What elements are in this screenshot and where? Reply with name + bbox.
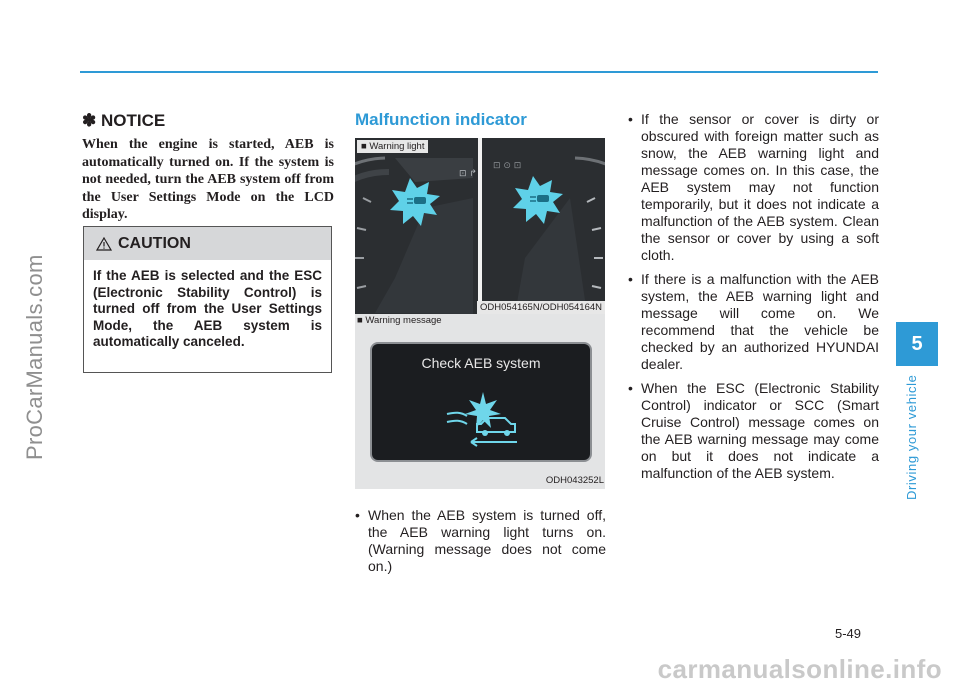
bullet-icon: • [628, 380, 633, 396]
notice-body: When the engine is started, AEB is automatically turned on. If the system is not needed, turn the AEB system off from the User Settings Mode on the LCD display. [82, 137, 334, 222]
warning-message-figure-code: ODH043252L [545, 475, 604, 486]
notice-heading: ✽ NOTICE [82, 111, 166, 130]
aeb-collision-icon [441, 390, 521, 450]
list-item [355, 507, 606, 575]
chapter-tab: 5 [896, 322, 938, 366]
warning-message-figure [355, 314, 605, 489]
warning-triangle-icon [96, 237, 112, 251]
list-item [628, 380, 879, 482]
malfunction-heading: Malfunction indicator [355, 110, 527, 129]
right-bullet-list [628, 111, 879, 489]
lcd-screen [372, 344, 590, 460]
warning-light-figure-code: ODH054165N/ODH054164N [477, 301, 605, 314]
caution-body: If the AEB is selected and the ESC (Electronic Stability Control) is turned off from the User Settings Mode, the AEB system is automatically canceled. [93, 268, 322, 349]
list-item [628, 271, 879, 373]
bullet-icon: • [628, 111, 633, 127]
list-item [628, 111, 879, 264]
caution-header [84, 227, 331, 260]
header-rule [80, 71, 878, 73]
lcd-message-text: Check AEB system [421, 355, 541, 371]
svg-text:⊡ ⊙ ⊡: ⊡ ⊙ ⊡ [493, 161, 522, 171]
bullet-icon: • [355, 507, 360, 523]
malfunction-bullet [355, 507, 606, 582]
bullet-text: If the sensor or cover is dirty or obscured with foreign matter such as snow, the AEB warning light and message comes on. In this case, the AEB system may not function temporarily, but it does not indicate a malfunction of the AEB system. Clean the sensor or cover by using a soft cloth. [641, 111, 879, 263]
svg-text:⊡ ↱: ⊡ ↱ [459, 169, 477, 179]
caution-heading: CAUTION [118, 234, 191, 252]
page-number: 5-49 [835, 626, 862, 641]
bullet-text: If there is a malfunction with the AEB system, the AEB warning light and message will come on. We recommend that the vehicle be checked by an authorized HYUNDAI dealer. [641, 271, 879, 372]
watermark-carmanualsonline: carmanualsonline.info [657, 654, 942, 684]
caution-box [83, 226, 332, 373]
chapter-title: Driving your vehicle [904, 374, 919, 500]
warning-light-label: ■ Warning light [357, 140, 428, 153]
watermark-procarmanuals: ProCarManuals.com [22, 254, 47, 460]
bullet-text: When the ESC (Electronic Stability Control) indicator or SCC (Smart Cruise Control) message comes on the AEB warning message may come on but it does not indicate a malfunction of the AEB system. [641, 380, 879, 481]
warning-message-label: ■ Warning message [357, 315, 442, 326]
bullet-icon: • [628, 271, 633, 287]
figure-divider [478, 138, 482, 314]
warning-light-figure [355, 138, 605, 314]
bullet-text: When the AEB system is turned off, the AEB warning light turns on. (Warning message does not come on.) [368, 507, 606, 574]
